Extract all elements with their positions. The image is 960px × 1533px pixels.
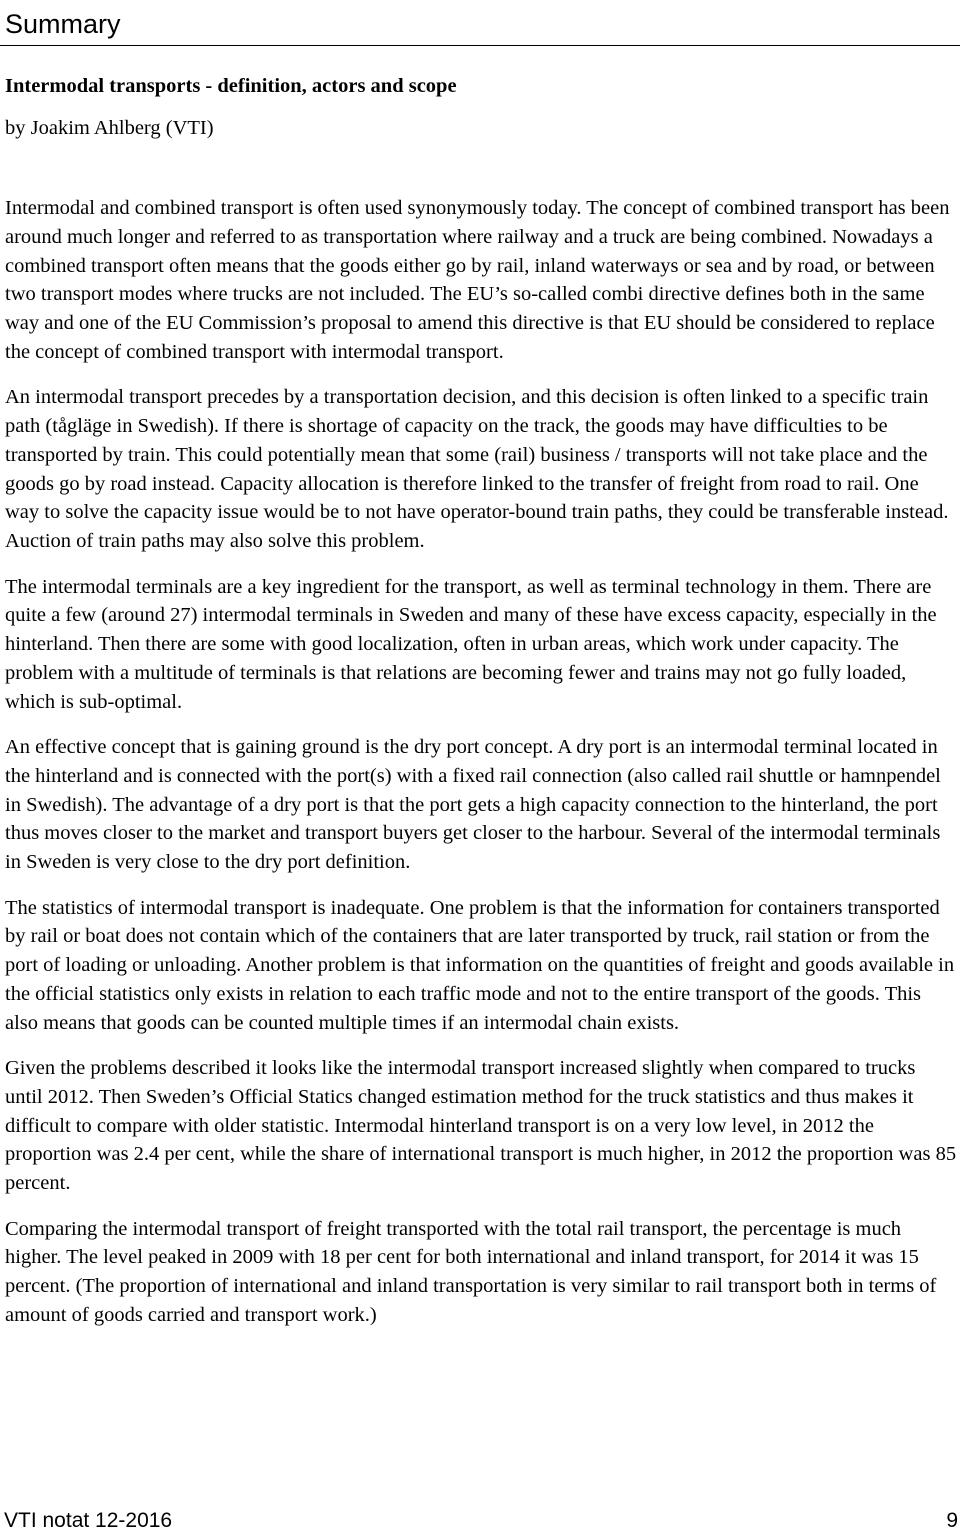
paragraph: An effective concept that is gaining ground is the dry port concept. A dry port is an intermodal terminal located in the hinterland and is connected with the port(s) with a fixed rail connection (also called rail shuttle or hamnpendel in Swedish). The advantage of a dry port is that the port gets a high capacity connection to the hinterland, the port thus moves closer to the market and transport buyers get closer to the harbour. Several of the intermodal terminals in Sweden is very close to the dry port definition.: [5, 736, 941, 874]
page-number: 9: [946, 1509, 958, 1532]
author-line: by Joakim Ahlberg (VTI): [5, 117, 214, 139]
paragraph: Comparing the intermodal transport of freight transported with the total rail transport, the percentage is much higher. The level peaked in 2009 with 18 per cent for both international and inland transport, for 2014 it was 15 percent. (The proportion of international and inland transportation is very similar to rail transport both in terms of amount of goods carried and transport work.): [5, 1217, 937, 1326]
paragraph: The statistics of intermodal transport is inadequate. One problem is that the information for containers transported by rail or boat does not contain which of the containers that are later transported by truck, rail station or from the port of loading or unloading. Another problem is that information on the quantities of freight and goods available in the official statistics only exists in relation to each traffic mode and not to the entire transport of the goods. This also means that goods can be counted multiple times if an intermodal chain exists.: [5, 896, 955, 1034]
page-heading: Summary: [5, 9, 121, 39]
heading-divider: [0, 45, 960, 46]
paragraph: Intermodal and combined transport is often used synonymously today. The concept of combined transport has been around much longer and referred to as transportation where railway and a truck are being combined. Nowadays a combined transport often means that the goods either go by rail, inland waterways or sea and by road, or between two transport modes where trucks are not included. The EU’s so-called combi directive defines both in the same way and one of the EU Commission’s proposal to amend this directive is that EU should be considered to replace the concept of combined transport with intermodal transport.: [5, 197, 950, 363]
document-subtitle: Intermodal transports - definition, actors and scope: [5, 75, 457, 97]
paragraph: Given the problems described it looks like the intermodal transport increased slightly when compared to trucks until 2012. Then Sweden’s Official Statics changed estimation method for the truck statistics and thus makes it difficult to compare with older statistic. Intermodal hinterland transport is on a very low level, in 2012 the proportion was 2.4 per cent, while the share of international transport is much higher, in 2012 the proportion was 85 percent.: [5, 1057, 957, 1195]
page-footer: [0, 1508, 960, 1533]
paragraph: An intermodal transport precedes by a transportation decision, and this decision is often linked to a specific train path (tågläge in Swedish). If there is shortage of capacity on the track, the goods may have difficulties to be transported by train. This could potentially mean that some (rail) business / transports will not take place and the goods go by road instead. Capacity allocation is therefore linked to the transfer of freight from road to rail. One way to solve the capacity issue would be to not have operator-bound train paths, they could be transferable instead. Auction of train paths may also solve this problem.: [5, 386, 949, 553]
body-text: [5, 194, 957, 1346]
paragraph: The intermodal terminals are a key ingredient for the transport, as well as terminal technology in them. There are quite a few (around 27) intermodal terminals in Sweden and many of these have excess capacity, especially in the hinterland. Then there are some with good localization, often in urban areas, which work under capacity. The problem with a multitude of terminals is that relations are becoming fewer and trains may not go fully loaded, which is sub-optimal.: [5, 575, 937, 713]
report-id: VTI notat 12-2016: [4, 1509, 173, 1532]
